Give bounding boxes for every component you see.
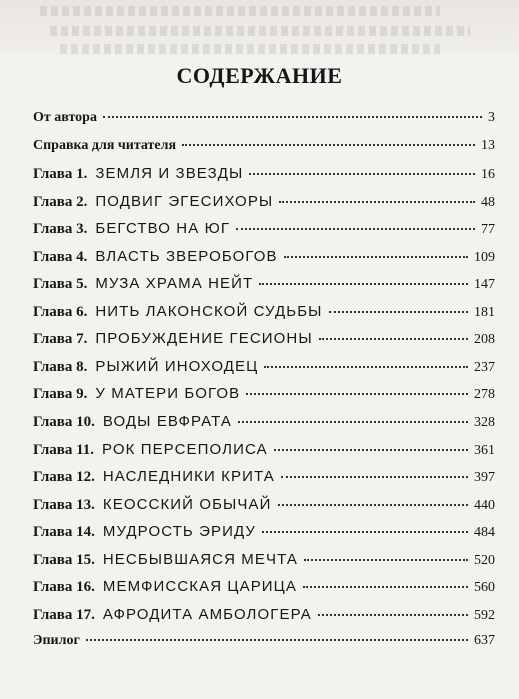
chapter-title: МУЗА ХРАМА НЕЙТ — [95, 275, 254, 293]
dot-leader — [182, 144, 475, 146]
chapter-number: Глава 17. — [33, 606, 95, 623]
page-number: 3 — [488, 110, 495, 125]
chapter-number: Глава 16. — [33, 579, 95, 596]
page-number: 520 — [474, 552, 495, 568]
chapter-number: Глава 3. — [33, 221, 88, 238]
faint-text-line — [60, 44, 440, 54]
chapter-title: МЕМФИССКАЯ ЦАРИЦА — [102, 578, 297, 596]
dot-leader — [103, 116, 482, 118]
chapter-number: Глава 6. — [33, 303, 88, 320]
chapter-title: АФРОДИТА АМБОЛОГЕРА — [102, 605, 312, 623]
chapter-title: РОК ПЕРСЕПОЛИСА — [102, 440, 268, 458]
chapter-title: НАСЛЕДНИКИ КРИТА — [102, 468, 275, 486]
dot-leader — [259, 283, 468, 285]
toc-entry-label: От автора — [33, 110, 97, 125]
chapter-title: НИТЬ ЛАКОНСКОЙ СУДЬБЫ — [95, 302, 323, 320]
faint-text-line — [50, 26, 470, 36]
chapter-number: Глава 1. — [33, 166, 88, 183]
toc-row[interactable] — [33, 578, 495, 606]
dot-leader — [236, 228, 475, 230]
faint-text-line — [40, 6, 440, 16]
toc-row[interactable] — [33, 248, 495, 276]
toc-row[interactable] — [33, 606, 495, 634]
dot-leader — [303, 586, 468, 588]
toc-row[interactable] — [33, 220, 495, 248]
toc-row[interactable] — [33, 110, 495, 138]
toc-row[interactable] — [33, 523, 495, 551]
page-number: 237 — [474, 359, 495, 375]
dot-leader — [319, 338, 468, 340]
chapter-title: НЕСБЫВШАЯСЯ МЕЧТА — [102, 550, 298, 568]
page-number: 592 — [474, 607, 495, 623]
dot-leader — [262, 531, 468, 533]
chapter-title: КЕОССКИЙ ОБЫЧАЙ — [102, 495, 272, 513]
page-number: 147 — [474, 277, 495, 293]
chapter-number: Глава 11. — [33, 441, 95, 458]
chapter-number: Глава 14. — [33, 524, 95, 541]
chapter-number: Глава 10. — [33, 414, 95, 431]
page-number: 361 — [474, 442, 495, 458]
page-number: 16 — [481, 167, 495, 183]
page-number: 13 — [481, 137, 495, 153]
page-number: 484 — [474, 525, 495, 541]
toc-entry-label: Эпилог — [33, 633, 80, 649]
page-number: 109 — [474, 249, 495, 265]
page-number: 208 — [474, 332, 495, 348]
chapter-title: ВЛАСТЬ ЗВЕРОБОГОВ — [95, 247, 278, 265]
dot-leader — [86, 639, 468, 641]
toc-row[interactable] — [33, 441, 495, 469]
chapter-title: ЗЕМЛЯ И ЗВЕЗДЫ — [95, 165, 244, 183]
dot-leader — [304, 559, 468, 561]
chapter-title: БЕГСТВО НА ЮГ — [95, 220, 231, 238]
dot-leader — [249, 173, 475, 175]
chapter-number: Глава 12. — [33, 469, 95, 486]
toc-row[interactable] — [33, 275, 495, 303]
chapter-number: Глава 9. — [33, 386, 88, 403]
page-number: 328 — [474, 415, 495, 431]
dot-leader — [274, 449, 468, 451]
toc-row[interactable] — [33, 468, 495, 496]
page-number: 440 — [474, 497, 495, 513]
page-title: СОДЕРЖАНИЕ — [176, 63, 343, 88]
toc-row[interactable] — [33, 138, 495, 166]
chapter-number: Глава 7. — [33, 331, 88, 348]
toc-row[interactable] — [33, 303, 495, 331]
chapter-number: Глава 15. — [33, 551, 95, 568]
page-number: 397 — [474, 470, 495, 486]
dot-leader — [246, 393, 468, 395]
dot-leader — [284, 256, 468, 258]
page-number: 77 — [481, 222, 495, 238]
toc-row[interactable] — [33, 413, 495, 441]
table-of-contents — [33, 110, 495, 661]
page-number: 637 — [474, 633, 495, 649]
dot-leader — [281, 476, 468, 478]
toc-row[interactable] — [33, 193, 495, 221]
page-number: 181 — [474, 304, 495, 320]
toc-row[interactable] — [33, 165, 495, 193]
toc-row[interactable] — [33, 358, 495, 386]
dot-leader — [238, 421, 468, 423]
chapter-title: ПОДВИГ ЭГЕСИХОРЫ — [95, 192, 274, 210]
chapter-number: Глава 13. — [33, 496, 95, 513]
dot-leader — [318, 614, 468, 616]
dot-leader — [278, 504, 469, 506]
toc-entry-label: Справка для читателя — [33, 137, 177, 153]
chapter-title: ПРОБУЖДЕНИЕ ГЕСИОНЫ — [95, 330, 313, 348]
show-through-area — [0, 0, 519, 55]
toc-row[interactable] — [33, 496, 495, 524]
toc-row[interactable] — [33, 385, 495, 413]
toc-row[interactable] — [33, 330, 495, 358]
chapter-number: Глава 8. — [33, 358, 88, 375]
page-number: 48 — [481, 194, 495, 210]
chapter-number: Глава 2. — [33, 193, 88, 210]
dot-leader — [264, 366, 468, 368]
chapter-title: РЫЖИЙ ИНОХОДЕЦ — [95, 357, 259, 375]
dot-leader — [279, 201, 475, 203]
toc-row[interactable] — [33, 633, 495, 661]
chapter-number: Глава 4. — [33, 248, 88, 265]
toc-row[interactable] — [33, 551, 495, 579]
chapter-title: У МАТЕРИ БОГОВ — [95, 385, 241, 403]
chapter-number: Глава 5. — [33, 276, 88, 293]
page-number: 560 — [474, 580, 495, 596]
chapter-title: ВОДЫ ЕВФРАТА — [102, 413, 232, 431]
page-number: 278 — [474, 387, 495, 403]
dot-leader — [329, 311, 468, 313]
chapter-title: МУДРОСТЬ ЭРИДУ — [102, 523, 257, 541]
